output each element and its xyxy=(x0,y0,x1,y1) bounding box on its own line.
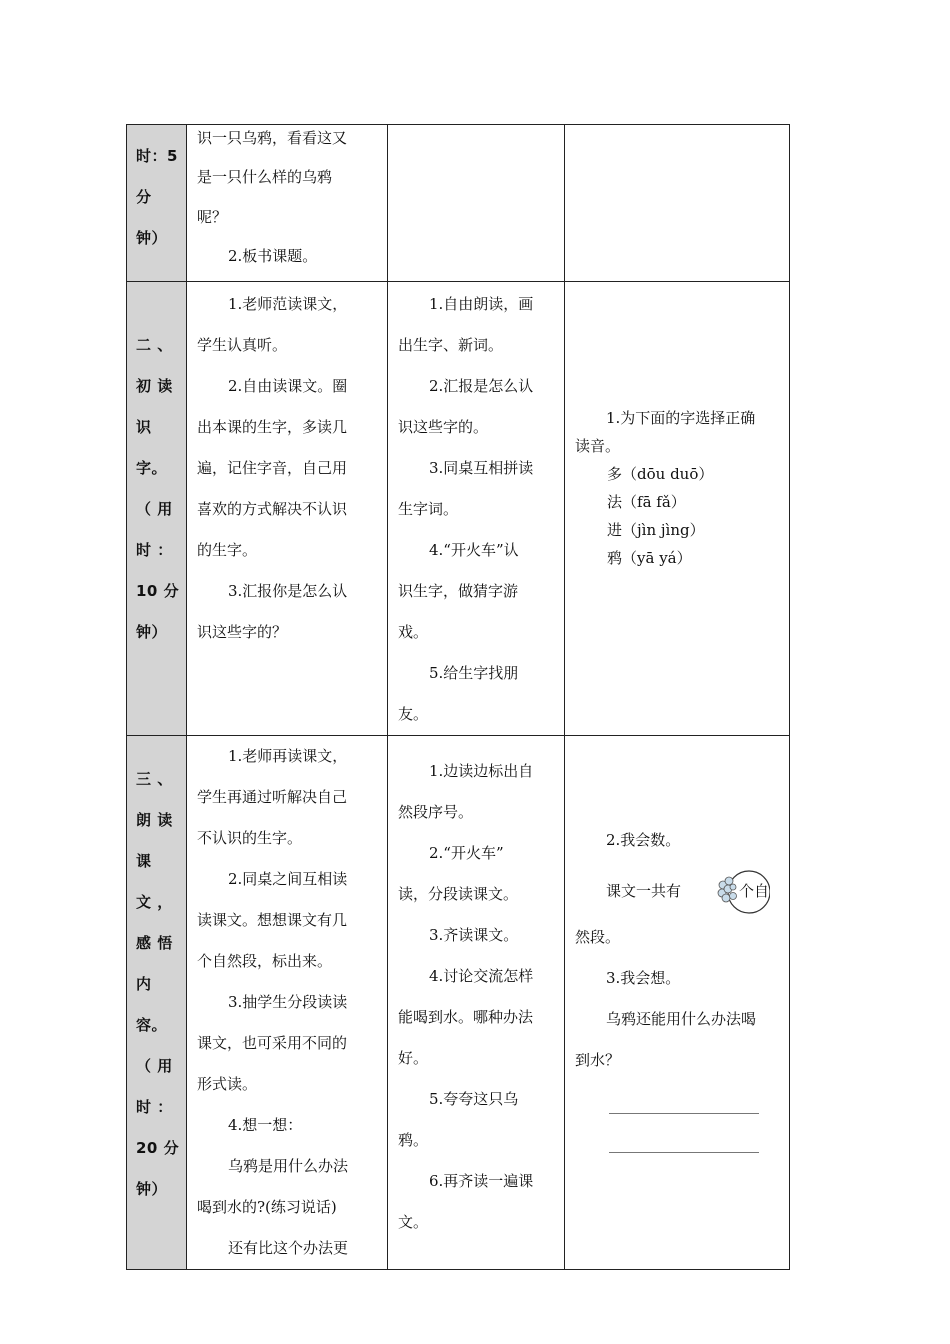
text-line: 3.齐读课文。 xyxy=(429,926,519,944)
pinyin-item xyxy=(575,488,785,516)
text-line: 鸦。 xyxy=(398,1131,429,1149)
stage-line: 分 xyxy=(136,188,152,206)
stage-cell xyxy=(127,125,187,282)
text-line: 呢？ xyxy=(197,208,228,226)
text-line: 1.自由朗读，画 xyxy=(429,295,534,313)
count-text: 个自 xyxy=(739,882,770,900)
student-activity-cell xyxy=(388,125,565,282)
text-line: 课文，也可采用不同的 xyxy=(197,1034,348,1052)
student-activity-cell xyxy=(388,282,565,736)
text-line: 然段序号。 xyxy=(398,803,474,821)
stage-cell xyxy=(127,282,187,736)
table-row xyxy=(127,736,790,1270)
count-sentence xyxy=(575,865,785,917)
teacher-activity-cell xyxy=(187,282,388,736)
exercise-cell xyxy=(565,736,790,1270)
text-line: 能喝到水。哪种办法 xyxy=(398,1008,534,1026)
text-line: 2.自由读课文。圈 xyxy=(228,377,348,395)
exercise-title: 3.我会想。 xyxy=(606,969,681,987)
text-line: 友。 xyxy=(398,705,429,723)
table-row xyxy=(127,125,790,282)
stage-line: 初 读 xyxy=(136,377,173,395)
stage-line: （ 用 xyxy=(136,1057,173,1075)
stage-line: 钟） xyxy=(136,623,168,641)
stage-line: 容。 xyxy=(136,1016,168,1034)
text-line: 5.给生字找朋 xyxy=(429,664,519,682)
text-line: 是一只什么样的乌鸦 xyxy=(197,168,333,186)
stage-line: 三 、 xyxy=(136,770,173,788)
lesson-plan-table xyxy=(126,124,790,1270)
pinyin-options: （jìn jìng） xyxy=(622,521,705,539)
exercise-title: 1.为下面的字选择正确 xyxy=(606,409,756,427)
stage-cell xyxy=(127,736,187,1270)
exercise-title: 2.我会数。 xyxy=(606,831,681,849)
text-line: 形式读。 xyxy=(197,1075,258,1093)
text-line: 乌鸦还能用什么办法喝 xyxy=(606,1010,757,1028)
pinyin-item xyxy=(575,544,785,572)
text-line: 喜欢的方式解决不认识 xyxy=(197,500,348,518)
text-line: 学生认真听。 xyxy=(197,336,288,354)
text-line: 文。 xyxy=(398,1213,429,1231)
text-line: 识这些字的。 xyxy=(398,418,489,436)
bubble-circle-icon xyxy=(712,868,770,916)
text-line: 识生字，做猜字游 xyxy=(398,582,519,600)
text-line: 识这些字的？ xyxy=(197,623,288,641)
count-text: 课文一共有 xyxy=(606,882,682,900)
text-line: 3.汇报你是怎么认 xyxy=(228,582,348,600)
character: 法 xyxy=(607,493,623,511)
teacher-activity-cell xyxy=(187,736,388,1270)
text-line: 3.抽学生分段读读 xyxy=(228,993,348,1011)
stage-line: 时 ： xyxy=(136,541,173,559)
text-line: 1.边读边标出自 xyxy=(429,762,534,780)
text-line: 1.老师再读课文， xyxy=(228,747,348,765)
pinyin-item xyxy=(575,460,785,488)
stage-line: 字。 xyxy=(136,459,168,477)
stage-line: 感 悟 xyxy=(136,934,173,952)
stage-line: 课 xyxy=(136,852,152,870)
pinyin-options: （yā yá） xyxy=(622,549,692,567)
text-line: 1.老师范读课文， xyxy=(228,295,348,313)
stage-line: 识 xyxy=(136,418,152,436)
text-line: 个自然段，标出来。 xyxy=(197,952,333,970)
stage-line: 内 xyxy=(136,975,152,993)
stage-line: 钟） xyxy=(136,229,168,247)
stage-line: 20 分 xyxy=(136,1139,180,1157)
text-line: 好。 xyxy=(398,1049,429,1067)
text-line: 喝到水的?(练习说话) xyxy=(197,1198,337,1216)
text-line: 生字词。 xyxy=(398,500,459,518)
pinyin-item xyxy=(575,516,785,544)
pinyin-options: （dōu duō） xyxy=(622,465,714,483)
stage-line: 时 ： xyxy=(136,1098,173,1116)
exercise-cell xyxy=(565,125,790,282)
text-line: 遍，记住字音，自己用 xyxy=(197,459,348,477)
stage-line: （ 用 xyxy=(136,500,173,518)
answer-circle xyxy=(681,868,739,916)
text-line: 2.板书课题。 xyxy=(228,247,318,265)
text-line: 到水？ xyxy=(575,1051,621,1069)
student-activity-cell xyxy=(388,736,565,1270)
stage-line: 时：5 xyxy=(136,147,178,165)
text-line: 出生字、新词。 xyxy=(398,336,504,354)
text-line: 读，分段读课文。 xyxy=(398,885,519,903)
answer-blank-line[interactable] xyxy=(609,1093,759,1114)
exercise-cell xyxy=(565,282,790,736)
stage-line: 文 ， xyxy=(136,893,173,911)
text-line: 2.同桌之间互相读 xyxy=(228,870,348,888)
text-line: 然段。 xyxy=(575,928,621,946)
teacher-activity-cell xyxy=(187,125,388,282)
stage-line: 10 分 xyxy=(136,582,180,600)
text-line: 6.再齐读一遍课 xyxy=(429,1172,534,1190)
exercise-title: 读音。 xyxy=(575,437,621,455)
answer-blank-line[interactable] xyxy=(609,1132,759,1153)
text-line: 学生再通过听解决自己 xyxy=(197,788,348,806)
text-line: 不认识的生字。 xyxy=(197,829,303,847)
text-line: 读课文。想想课文有几 xyxy=(197,911,348,929)
text-line: 的生字。 xyxy=(197,541,258,559)
text-line: 出本课的生字，多读几 xyxy=(197,418,348,436)
text-line: 4.“开火车”认 xyxy=(429,541,519,559)
character: 多 xyxy=(607,465,623,483)
stage-line: 钟） xyxy=(136,1180,168,1198)
text-line: 3.同桌互相拼读 xyxy=(429,459,534,477)
stage-line: 朗 读 xyxy=(136,811,173,829)
pinyin-options: （fā fǎ） xyxy=(622,493,686,511)
text-line: 识一只乌鸦，看看这又 xyxy=(197,129,348,147)
text-line: 2.“开火车” xyxy=(429,844,504,862)
text-line: 4.想一想： xyxy=(228,1116,303,1134)
character: 进 xyxy=(607,521,623,539)
text-line: 乌鸦是用什么办法 xyxy=(228,1157,349,1175)
table-row xyxy=(127,282,790,736)
character: 鸦 xyxy=(607,549,623,567)
text-line: 戏。 xyxy=(398,623,429,641)
text-line: 4.讨论交流怎样 xyxy=(429,967,534,985)
stage-line: 二 、 xyxy=(136,336,173,354)
text-line: 还有比这个办法更 xyxy=(228,1239,349,1257)
text-line: 5.夸夸这只乌 xyxy=(429,1090,519,1108)
text-line: 2.汇报是怎么认 xyxy=(429,377,534,395)
